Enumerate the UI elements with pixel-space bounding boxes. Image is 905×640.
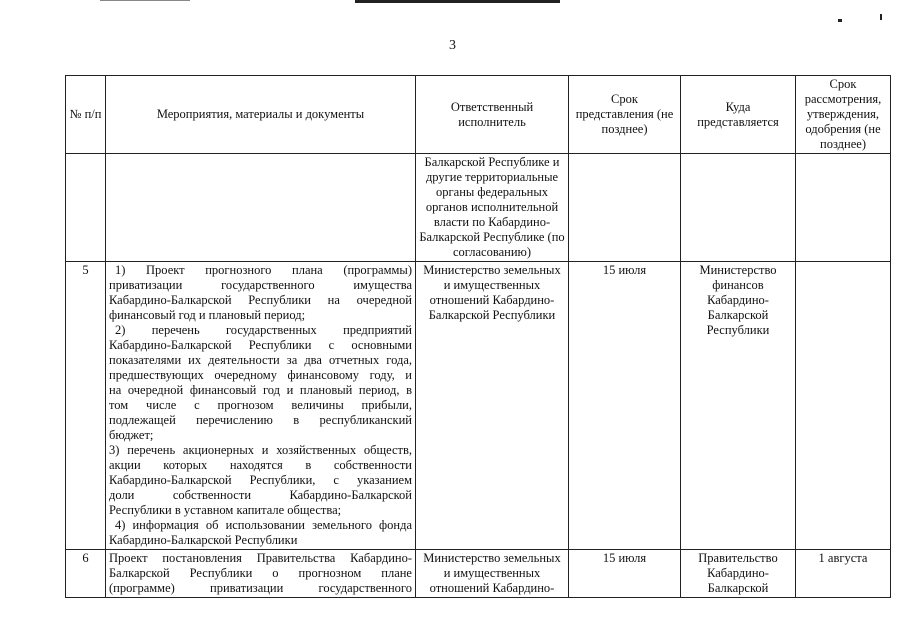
scan-artifact-top-left xyxy=(100,0,190,1)
activity-line: том числе с прогнозом величины прибыли, xyxy=(109,398,412,412)
activity-line: 1) Проект прогнозного плана (программы) xyxy=(115,263,412,277)
cell-review xyxy=(796,262,891,550)
cell-activities xyxy=(106,154,416,262)
activity-line: финансовый год и плановый период; xyxy=(109,308,306,322)
cell-number xyxy=(66,154,106,262)
activity-line: 2) перечень государственных предприятий xyxy=(115,323,412,337)
table-row-6 xyxy=(66,550,891,598)
cell-deadline: 15 июля xyxy=(569,550,681,598)
cell-executor: Балкарской Республике и другие территориальные органы федеральных органов исполнительной власти по Кабардино-Балкарской Республике (по согласованию) xyxy=(416,154,569,262)
header-destination: Куда представляется xyxy=(681,76,796,154)
header-submission-deadline: Срок представления (не позднее) xyxy=(569,76,681,154)
activity-line: Кабардино-Балкарской Республики с основными xyxy=(109,338,412,352)
cell-review xyxy=(796,154,891,262)
activity-line: акции которых находятся в собственности xyxy=(109,458,412,472)
cell-executor: Министерство земельных и имущественных отношений Кабардино-Балкарской Республики xyxy=(416,262,569,550)
activity-line: Балкарской Республики о прогнозном плане xyxy=(109,566,412,580)
activity-line: (программе) приватизации государственного xyxy=(109,581,412,595)
activity-line: 3) перечень акционерных и хозяйственных обществ, xyxy=(109,443,412,457)
activity-line: показателями их деятельности за два отчетных года, xyxy=(109,353,412,367)
cell-destination xyxy=(681,154,796,262)
cell-review: 1 августа xyxy=(796,550,891,598)
scan-artifact-dot xyxy=(880,14,882,20)
cell-destination: Правительство Кабардино-Балкарской xyxy=(681,550,796,598)
activity-line: Кабардино-Балкарской Республики xyxy=(109,533,298,547)
activity-line: на очередной финансовый год и плановый период, в xyxy=(109,383,412,397)
header-number: № п/п xyxy=(66,76,106,154)
scan-artifact-top xyxy=(355,0,560,3)
activity-line: Республики в уставном капитале общества; xyxy=(109,503,342,517)
activity-line: доли собственности Кабардино-Балкарской xyxy=(109,488,412,502)
table-header-row xyxy=(66,76,891,154)
activity-line: приватизации государственного имущества xyxy=(109,278,412,292)
cell-number: 6 xyxy=(66,550,106,598)
activity-line: Кабардино-Балкарской Республики, с указанием xyxy=(109,473,412,487)
activity-line: предшествующих очередному финансовому году, и xyxy=(109,368,412,382)
activity-line: подлежащей перечислению в республиканский xyxy=(109,413,412,427)
cell-activities xyxy=(106,262,416,550)
cell-number: 5 xyxy=(66,262,106,550)
table-row-5 xyxy=(66,262,891,550)
activity-line: 4) информация об использовании земельного фонда xyxy=(115,518,412,532)
activity-line: Кабардино-Балкарской Республики на очередной xyxy=(109,293,412,307)
table-row-continuation xyxy=(66,154,891,262)
header-activities: Мероприятия, материалы и документы xyxy=(106,76,416,154)
cell-executor: Министерство земельных и имущественных отношений Кабардино- xyxy=(416,550,569,598)
activity-line: бюджет; xyxy=(109,428,154,442)
header-executor: Ответственный исполнитель xyxy=(416,76,569,154)
page-number: 3 xyxy=(449,38,456,53)
cell-deadline: 15 июля xyxy=(569,262,681,550)
cell-destination: Министерство финансов Кабардино-Балкарской Республики xyxy=(681,262,796,550)
activity-line: Проект постановления Правительства Кабардино- xyxy=(109,551,412,565)
schedule-table xyxy=(65,75,891,598)
scan-artifact-dot xyxy=(838,19,842,22)
cell-activities xyxy=(106,550,416,598)
cell-deadline xyxy=(569,154,681,262)
header-review-deadline: Срок рассмотрения, утверждения, одобрения (не позднее) xyxy=(796,76,891,154)
